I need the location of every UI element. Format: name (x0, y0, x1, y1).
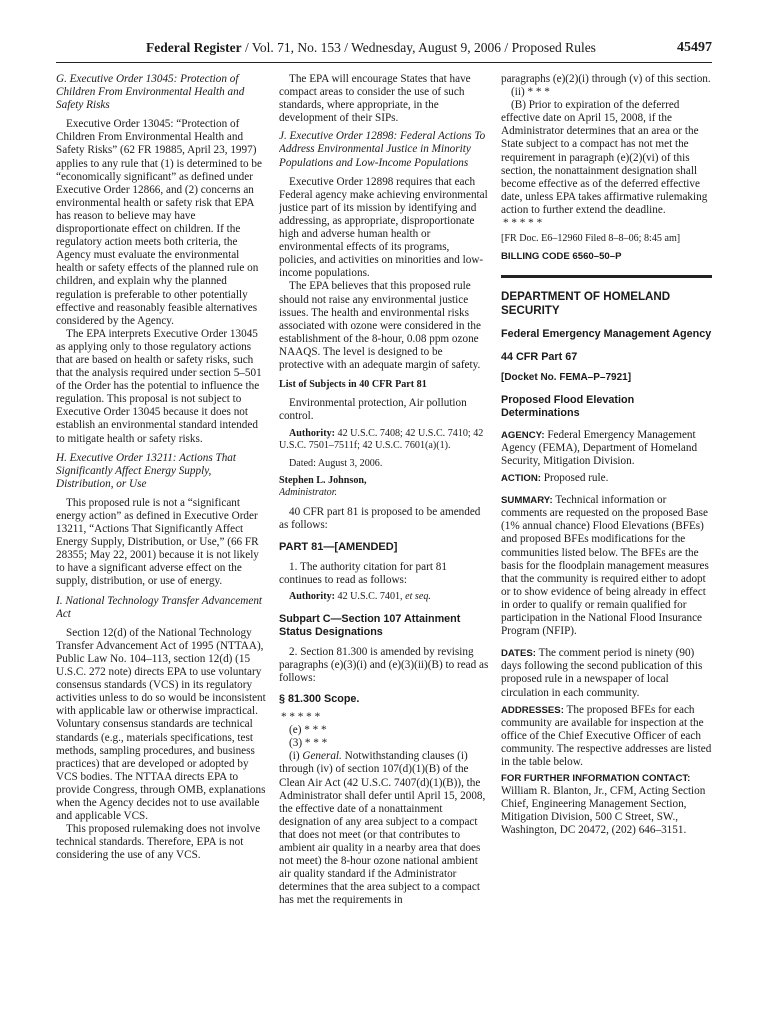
paragraph-eo-13045-2: The EPA interprets Executive Order 13045 as applying only to those regulatory actions that are based on health or safety risks, such that the analysis required under section 5–501 of the Order has the potential to influence the regulation. This proposal is not subject to Executive Order 13045 because it does not establish an environmental standard intended to mitigate health or safety risks. (56, 327, 262, 445)
department-name: DEPARTMENT OF HOMELAND SECURITY (501, 289, 671, 317)
paragraph-e: (e) * * * (289, 724, 327, 737)
heading-eo-12898: J. Executive Order 12898: Federal Actions To Address Environmental Justice in Minority Populations and Low-Income Populations (279, 130, 486, 169)
heading-list-of-subjects: List of Subjects in 40 CFR Part 81 (279, 379, 427, 391)
paragraph-continued: paragraphs (e)(2)(i) through (v) of this section. (501, 73, 711, 85)
running-head: Federal Register / Vol. 71, No. 153 / Wednesday, August 9, 2006 / Proposed Rules (146, 40, 596, 55)
paragraph-e-3: (3) * * * (289, 737, 328, 750)
paragraph-i-label: General. (302, 750, 342, 763)
paragraph-ii-b: (B) Prior to expiration of the deferred effective date on April 15, 2008, if the Administrator determines that an area or the State subject to a compact has not met the requirement in paragraph (e)(2)(vi) of this section, the nonattainment designation shall become effective as of the deferred effective date, unless EPA takes affirmative rulemaking action to further extend the deadline. (501, 99, 708, 216)
dated-line: Dated: August 3, 2006. (289, 458, 383, 470)
dates-text: The comment period is ninety (90) days following the second publication of this proposed rule in a newspaper of local circulation in each community. (501, 647, 703, 699)
authority-et-seq: et seq. (405, 591, 431, 603)
billing-code: BILLING CODE 6560–50–P (501, 250, 622, 262)
authority-label: Authority: (289, 427, 335, 439)
summary-text: Technical information or comments are requested on the proposed Base (1% annual chance) Flood Elevations (BFEs) and proposed BFEs modifications for the communities listed below. The BFEs are the basis for the floodplain management measures that the community is required either to adopt or to show evidence of being already in effect in order to qualify or remain qualified for participation in the National Flood Insurance Program (NFIP). (501, 494, 709, 638)
dates-label: DATES: (501, 648, 536, 660)
signer-title: Administrator. (279, 487, 338, 499)
section-name: Proposed Rules (511, 40, 596, 55)
paragraph-i-prefix: (i) (289, 750, 300, 763)
heading-section-81-300: § 81.300 Scope. (279, 693, 360, 706)
issue-date: Wednesday, August 9, 2006 (351, 40, 502, 55)
journal-name: Federal Register (146, 40, 242, 55)
amendment-intro: 40 CFR part 81 is proposed to be amended as follows: (279, 505, 481, 531)
authority-citation (279, 428, 489, 453)
authority-text: 42 U.S.C. 7408; 42 U.S.C. 7410; 42 U.S.C. 7501–7511f; 42 U.S.C. 7601(a)(1). (279, 427, 484, 452)
action-text: Proposed rule. (543, 472, 609, 485)
paragraph-eo-13045-1: Executive Order 13045: “Protection of Children From Environmental Health and Safety Risks” (62 FR 19885, April 23, 1997) applies to any rule that (1) is determined to be “economically significant” as defined under Executive Order 12866, and (2) concerns an environmental health or safety risk that EPA has reason to believe may have disproportionate effect on children. If the regulatory action meets both criteria, the Agency must evaluate the environmental health or safety effects of the planned rule on children, and explain why the planned regulation is preferable to other potentially effective and reasonably feasible alternatives considered by the Agency. (56, 118, 262, 327)
volume-number: Vol. 71, No. 153 (251, 40, 341, 55)
paragraph-e-3-i (279, 750, 489, 907)
paragraph-nttaa-2: This proposed rulemaking does not involve technical standards. Therefore, EPA is not considering the use of any VCS. (56, 823, 261, 862)
action-block (501, 472, 712, 485)
heading-nttaa: I. National Technology Transfer Advancement Act (56, 594, 263, 620)
document-title: Proposed Flood Elevation Determinations (501, 393, 635, 419)
paragraph-ii: (ii) * * * (511, 86, 550, 99)
column-left (56, 73, 266, 1018)
summary-label: SUMMARY: (501, 495, 553, 507)
agency-label: AGENCY: (501, 429, 545, 441)
section-divider (501, 275, 712, 278)
paragraph-eo-12898-2: The EPA believes that this proposed rule should not raise any environmental justice issues. The health and environmental risks associated with ozone were considered in the establishment of the 8-hour, 0.08 ppm ozone NAAQS. The level is designed to be protective with an adequate margin of safety. (279, 280, 481, 371)
heading-part-81: PART 81—[AMENDED] (279, 541, 398, 553)
heading-eo-13211: H. Executive Order 13211: Actions That Significantly Affect Energy Supply, Distribution, or Use (56, 451, 236, 490)
paragraph-i-text: Notwithstanding clauses (i) through (iv) of section 107(d)(1)(B) of the Clean Air Act (42 U.S.C. 7407(d)(1)(B)), the Administrator shall defer until April 15, 2008, the effective date of a nonattainment designation of any area subject to a compact that does not meet (or that contributes to ambient air quality in a nearby area that does not meet) the 8-hour ozone national ambient air quality standard if the Administrator determines that the area subject to a compact has met the requirements in (279, 750, 486, 907)
page-number: 45497 (677, 40, 712, 55)
agency-block (501, 429, 712, 468)
subjects-text: Environmental protection, Air pollution control. (279, 396, 467, 422)
authority-label-2: Authority: (289, 591, 335, 603)
contact-label: FOR FURTHER INFORMATION CONTACT: (501, 773, 691, 785)
heading-eo-13045: G. Executive Order 13045: Protection of Children From Environmental Health and Safety Risks (56, 73, 245, 112)
docket-number: [Docket No. FEMA–P–7921] (501, 371, 632, 383)
amendment-item-1: 1. The authority citation for part 81 continues to read as follows: (279, 561, 447, 587)
dates-block (501, 647, 712, 699)
authority-citation-2 (279, 591, 489, 604)
heading-subpart-c: Subpart C—Section 107 Attainment Status Designations (279, 612, 461, 638)
paragraph-eo-13211: This proposed rule is not a “significant energy action” as defined in Executive Order 13211, “Actions That Significantly Affect Energy Supply, Distribution, or Use,” (66 FR 28355; May 22, 2001) because it is not likely to have a significant adverse effect on the supply, distribution, or use of energy. (56, 496, 259, 588)
agency-name: Federal Emergency Management Agency (501, 327, 712, 340)
addresses-label: ADDRESSES: (501, 704, 564, 716)
fr-doc-line: [FR Doc. E6–12960 Filed 8–8–06; 8:45 am] (501, 233, 681, 245)
contact-text: William R. Blanton, Jr., CFM, Acting Section Chief, Engineering Management Section, Mitigation Division, 500 C Street, SW., Washington, DC 20472, (202) 646–3151. (501, 785, 706, 837)
column-right (501, 73, 712, 1018)
agency-text: Federal Emergency Management Agency (FEMA), Department of Homeland Security, Mitigation Division. (501, 428, 698, 467)
column-middle (279, 73, 489, 1018)
paragraph-nttaa-1: Section 12(d) of the National Technology Transfer Advancement Act of 1995 (NTTAA), Public Law No. 104–113, section 12(d) (15 U.S.C. 272 note) directs EPA to use voluntary consensus standards (VCS) in its regulatory activities unless to do so would be inconsistent with applicable law or otherwise impractical. Voluntary consensus standards are technical standards (e.g., materials specifications, test methods, sampling procedures, and business practices) that are developed or adopted by VCS bodies. The NTTAA directs EPA to provide Congress, through OMB, explanations when the Agency decides not to use available and applicable VCS. (56, 626, 266, 823)
addresses-block (501, 704, 712, 769)
header-rule (56, 62, 712, 63)
paragraph-eo-12898-1: Executive Order 12898 requires that each Federal agency make achieving environmental justice part of its mission by identifying and addressing, as appropriate, disproportionate high and adverse human health or environmental effects of its programs, policies, and activities on minorities and low-income populations. (279, 175, 488, 280)
authority-text-2: 42 U.S.C. 7401, (337, 591, 403, 603)
action-label: ACTION: (501, 473, 541, 485)
summary-block (501, 494, 712, 638)
signer-name: Stephen L. Johnson, (279, 474, 367, 486)
addresses-text: The proposed BFEs for each community are available for inspection at the office of the Chief Executive Officer of each community. The respective addresses are listed in the table below. (501, 703, 712, 768)
page-header (56, 40, 712, 60)
amendment-item-2: 2. Section 81.300 is amended by revising paragraphs (e)(3)(i) and (e)(3)(ii)(B) to read as follows: (279, 645, 489, 684)
paragraph-states-compact: The EPA will encourage States that have compact areas to consider the use of such standards, where appropriate, in the development of their SIPs. (279, 73, 471, 125)
ellipsis-stars-2: * * * * * (503, 217, 543, 230)
contact-heading (501, 772, 712, 785)
ellipsis-stars: * * * * * (281, 711, 321, 724)
cfr-part: 44 CFR Part 67 (501, 350, 578, 363)
